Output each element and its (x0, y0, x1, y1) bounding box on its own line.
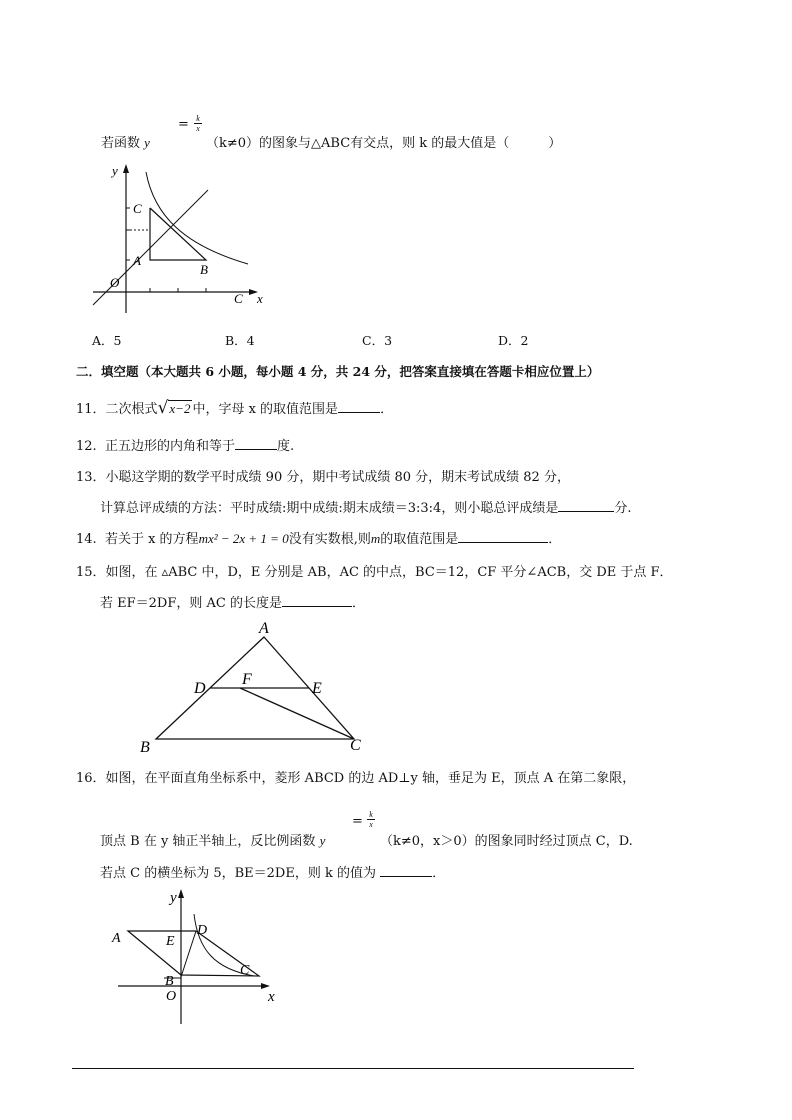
q16-label-c: C (240, 963, 250, 978)
q16-var-y: y (319, 833, 326, 848)
q10-label-c-top: C (133, 201, 142, 216)
q15-label-c: C (350, 737, 361, 754)
q15-label-d: D (194, 680, 206, 697)
q11-answer-blank[interactable] (338, 400, 380, 413)
q10-y-arrow (123, 164, 129, 173)
q16-label-e: E (166, 934, 175, 949)
q10-stem-pre: 若函数 (101, 136, 145, 151)
q15-segment-cf (240, 688, 354, 739)
q13-line2-post: 分. (614, 501, 632, 516)
q10-option-a[interactable]: A．5 (92, 333, 122, 348)
q14-text-pre: 若关于 x 的方程 (104, 532, 199, 547)
q13-line1: 13．小聪这学期的数学平时成绩 90 分，期中考试成绩 80 分，期末考试成绩 82 分， (76, 470, 570, 485)
q16-line2-post: （k≠0，x＞0）的图象同时经过顶点 C，D. (380, 834, 633, 849)
q10-figure (88, 160, 288, 320)
q15-label-e: E (312, 680, 322, 697)
q16-y-arrow (178, 889, 184, 898)
q15-line2-pre: 若 EF＝2DF，则 AC 的长度是 (100, 596, 282, 611)
section2-title: 二．填空题（本大题共 6 小题，每小题 4 分，共 24 分，把答案直接填在答题卡相应位置上） (76, 364, 600, 379)
q10-frac-num: k (196, 114, 200, 123)
q12 (76, 435, 294, 454)
q10-eq-sign: = (178, 117, 189, 132)
q10-label-b: B (200, 262, 208, 277)
q12-text-pre: 正五边形的内角和等于 (104, 439, 235, 454)
q11-sqrt: √x−2 (157, 398, 191, 418)
q15-label-b: B (140, 739, 150, 756)
q16-frac-num: k (369, 810, 373, 819)
q16-eq-sign: = (352, 814, 363, 829)
q11: 11．二次根式√x−2 中，字母 x 的取值范围是 ． (76, 398, 394, 418)
q15-line1: 15．如图，在 ▵ABC 中，D，E 分别是 AB，AC 的中点，BC＝12，CF 平分∠ACB，交 DE 于点 F． (76, 565, 673, 580)
q12-text-post: 度. (276, 439, 295, 454)
q16-label-x: x (268, 989, 275, 1005)
q16-line2 (100, 830, 325, 849)
q16-label-d: D (197, 923, 208, 938)
q12-num: 12. (76, 439, 97, 454)
q16-line3-pre: 若点 C 的横坐标为 5，BE＝2DE，则 k 的值为 (100, 866, 381, 881)
q15-line2: 若 EF＝2DF，则 AC 的长度是 ． (100, 596, 365, 611)
q10-option-c[interactable]: C．3 (362, 333, 393, 348)
q10-frac-den: x (196, 124, 200, 133)
q10-label-a: A (133, 253, 141, 268)
q10-label-y: y (112, 163, 118, 178)
q14-text-post: 的取值范围是 (380, 532, 459, 547)
q16-label-o: O (166, 989, 177, 1004)
q16-label-b: B (165, 974, 174, 989)
q11-num: 11． (76, 402, 106, 417)
q13-line2 (100, 497, 631, 516)
q14-num: 14. (76, 532, 97, 547)
q11-text-pre: 二次根式 (105, 402, 158, 417)
q14-equation: mx² − 2x + 1 = 0 (198, 531, 289, 546)
q14-answer-blank[interactable] (458, 530, 548, 543)
q16-fraction (366, 810, 376, 829)
q14-text-mid: 没有实数根,则 (288, 532, 371, 547)
q10-stem (101, 132, 150, 151)
q13-answer-blank[interactable] (558, 499, 614, 512)
q10-fraction (193, 114, 203, 133)
q11-radicand: x−2 (169, 401, 191, 416)
q10-label-c-axis: C (234, 291, 243, 306)
q14-var-m: m (370, 531, 381, 546)
q16-answer-blank[interactable] (380, 864, 432, 877)
q16-line1: 16．如图，在平面直角坐标系中，菱形 ABCD 的边 AD⊥y 轴，垂足为 E，顶点 A 在第二象限， (76, 771, 636, 786)
q10-triangle (150, 208, 206, 260)
q16-line2-pre: 顶点 B 在 y 轴正半轴上，反比例函数 (100, 834, 320, 849)
q14: 14. 若关于 x 的方程mx² − 2x + 1 = 0没有实数根,则m的取值范围是 ． (76, 531, 562, 547)
q13-line2-pre: 计算总评成绩的方法：平时成绩:期中成绩:期末成绩＝3:3:4，则小聪总评成绩是 (100, 501, 559, 516)
q16-line3: 若点 C 的横坐标为 5，BE＝2DE，则 k 的值为 ． (100, 866, 446, 881)
q12-answer-blank[interactable] (235, 437, 277, 450)
q15-answer-blank[interactable] (282, 594, 352, 607)
q15-label-f: F (242, 671, 252, 688)
q10-label-o: O (110, 275, 120, 290)
q16-frac-den: x (369, 820, 373, 829)
q10-option-b[interactable]: B．4 (225, 333, 255, 348)
q10-var-y: y (144, 135, 150, 150)
q16-label-a: A (112, 931, 121, 946)
q10-label-x: x (257, 291, 263, 306)
q15-figure (136, 615, 376, 760)
footer-rule (72, 1068, 634, 1069)
q16-label-y: y (170, 890, 177, 906)
q15-label-a: A (259, 620, 269, 637)
q10-stem-post: （k≠0）的图象与△ABC有交点，则 k 的最大值是（ ） (206, 136, 562, 151)
q10-option-d[interactable]: D．2 (498, 333, 529, 348)
q16-figure (104, 884, 294, 1029)
q11-text-post: 中，字母 x 的取值范围是 (192, 402, 339, 417)
